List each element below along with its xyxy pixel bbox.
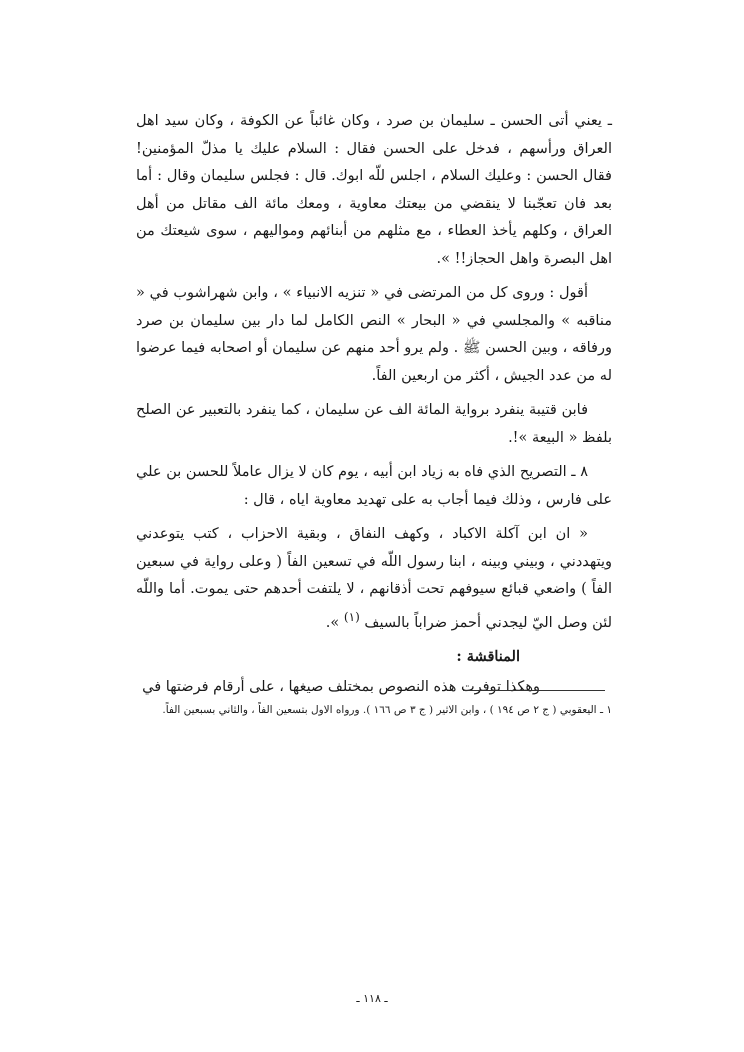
paragraph-4: ٨ ـ التصريح الذي فاه به زياد ابن أبيه ، يوم كان لا يزال عاملاً للحسن بن علي على فارس ، وذلك فيما أجاب به على تهديد معاوية اياه ، قال : bbox=[136, 464, 612, 508]
paragraph-3: فابن قتيبة ينفرد برواية المائة الف عن سليمان ، كما ينفرد بالتعبير عن الصلح بلفظ « البيعة »!. bbox=[136, 402, 612, 446]
footnote-divider bbox=[463, 690, 605, 691]
footnote-marker: (١) bbox=[343, 609, 360, 624]
paragraph-5 bbox=[136, 521, 612, 637]
section-heading: المناقشة : bbox=[456, 647, 520, 665]
paragraph-2: أقول : وروى كل من المرتضى في « تنزيه الانبياء » ، وابن شهراشوب في « مناقبه » والمجلسي في « البحار » النص الكامل لما دار بين سليمان بن صرد ورفاقه ، وبين الحسن ﷺ . ولم يرو أحد منهم عن سليمان أو اصحابه فيما عرضوا له من عدد الجيش ، أكثر من اربعين الفاً. bbox=[136, 285, 612, 384]
quote-text: « ان ابن آكلة الاكباد ، وكهف النفاق ، وبقية الاحزاب ، كتب يتوعدني ويتهددني ، وبيني وبينه ، ابنا رسول اللّه في تسعين الفاً ( وعلى رواية في سبعين الفاً ) واضعي قبائع سيوفهم تحت أذقانهم ، لا يلتفت أحدهم حتى يموت. أما واللّه لئن وصل اليّ ليجدني أحمز ضراباً بالسيف bbox=[136, 526, 612, 631]
paragraph-1: ـ يعني أتى الحسن ـ سليمان بن صرد ، وكان غائباً عن الكوفة ، وكان سيد اهل العراق ورأسهم ، فدخل على الحسن فقال : السلام عليك يا مذلّ المؤمنين! فقال الحسن : وعليك السلام ، اجلس للّه ابوك. قال : فجلس سليمان وقال : أما بعد فان تعجّبنا لا ينقضي من بيعتك معاوية ، ومعك مائة الف مقاتل من أهل العراق ، وكلهم يأخذ العطاء ، مع مثلهم من أبنائهم ومواليهم ، سوى شيعتك من اهل البصرة واهل الحجاز!! ». bbox=[136, 113, 612, 267]
quote-end: ». bbox=[325, 614, 344, 631]
page-number: ـ ١١٨ ـ bbox=[356, 992, 388, 1005]
footnote: ١ ـ اليعقوبي ( ج ٢ ص ١٩٤ ) ، وابن الاثير ( ج ٣ ص ١٦٦ ). ورواه الاول بتسعين الفاً ، والثاني بسبعين الفاً. bbox=[162, 704, 612, 716]
page-body bbox=[136, 108, 612, 702]
closing-line: وهكذا توفرت هذه النصوص بمختلف صيغها ، على أرقام فرضتها في bbox=[142, 679, 540, 696]
